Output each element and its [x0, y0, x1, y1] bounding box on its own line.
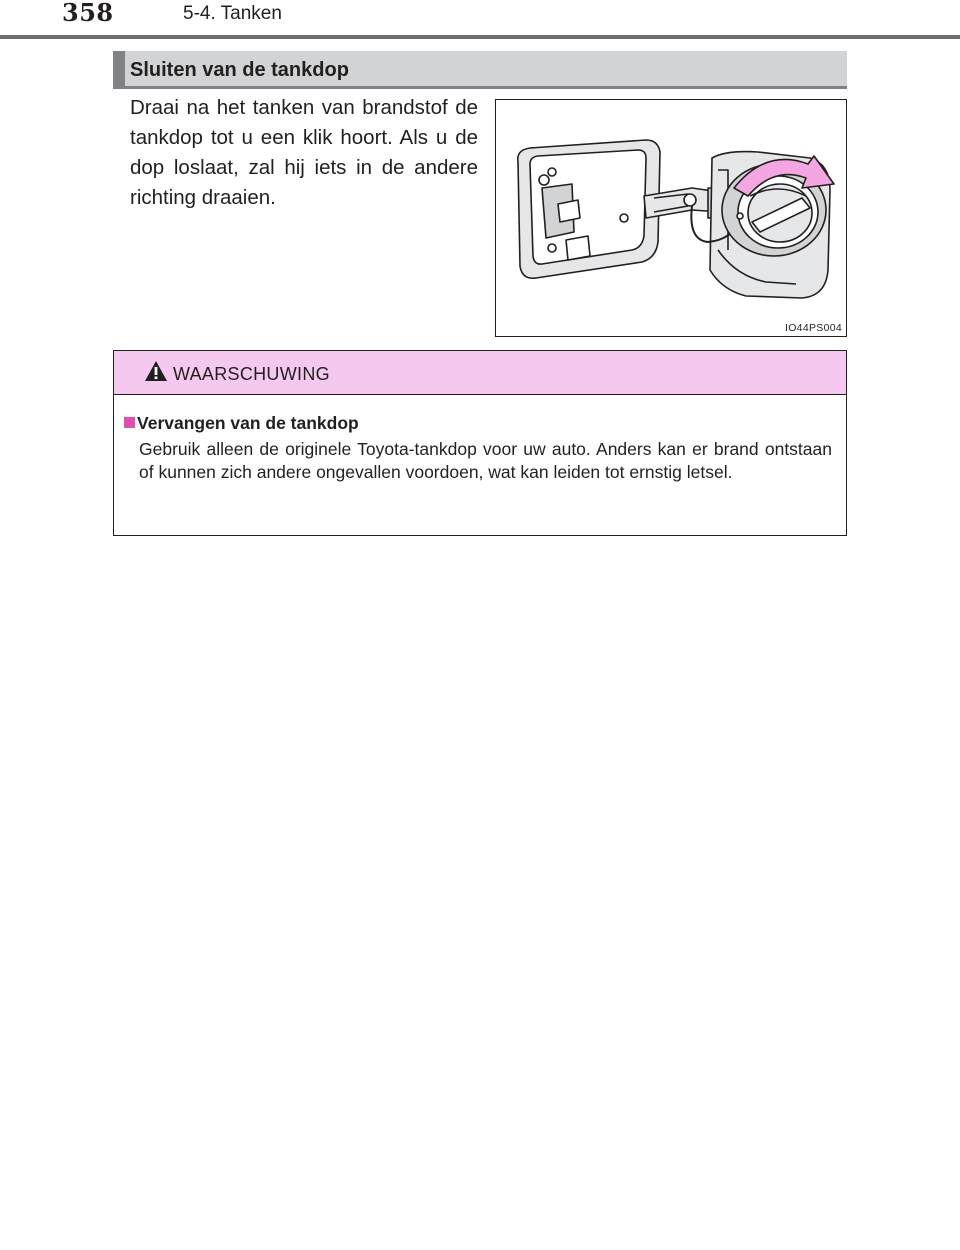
bullet-square-icon	[124, 417, 135, 428]
section-heading-bar	[113, 51, 847, 89]
figure-code: IO44PS004	[785, 322, 842, 334]
warning-triangle-icon	[144, 360, 168, 382]
warning-subheading: Vervangen van de tankdop	[137, 413, 359, 433]
fuel-cap-illustration	[495, 99, 847, 337]
warning-text: Gebruik alleen de originele Toyota-tankdop voor uw auto. Anders kan er brand ontstaan of kunnen zich andere ongevallen voordoen, wat kan leiden tot ernstig letsel.	[139, 439, 832, 482]
instruction-text: Draai na het tanken van brandstof de tankdop tot u een klik hoort. Als u de dop loslaat, zal hij iets in de andere richting draaien.	[130, 96, 478, 209]
section-title: 5-4. Tanken	[183, 3, 282, 24]
header-divider	[0, 35, 960, 39]
warning-header	[114, 351, 846, 395]
warning-title: WAARSCHUWING	[173, 364, 330, 384]
warning-box	[113, 350, 847, 536]
section-heading: Sluiten van de tankdop	[130, 59, 349, 81]
heading-accent	[113, 51, 125, 86]
fuel-door-drawing	[496, 100, 848, 338]
page-number: 358	[62, 0, 114, 27]
